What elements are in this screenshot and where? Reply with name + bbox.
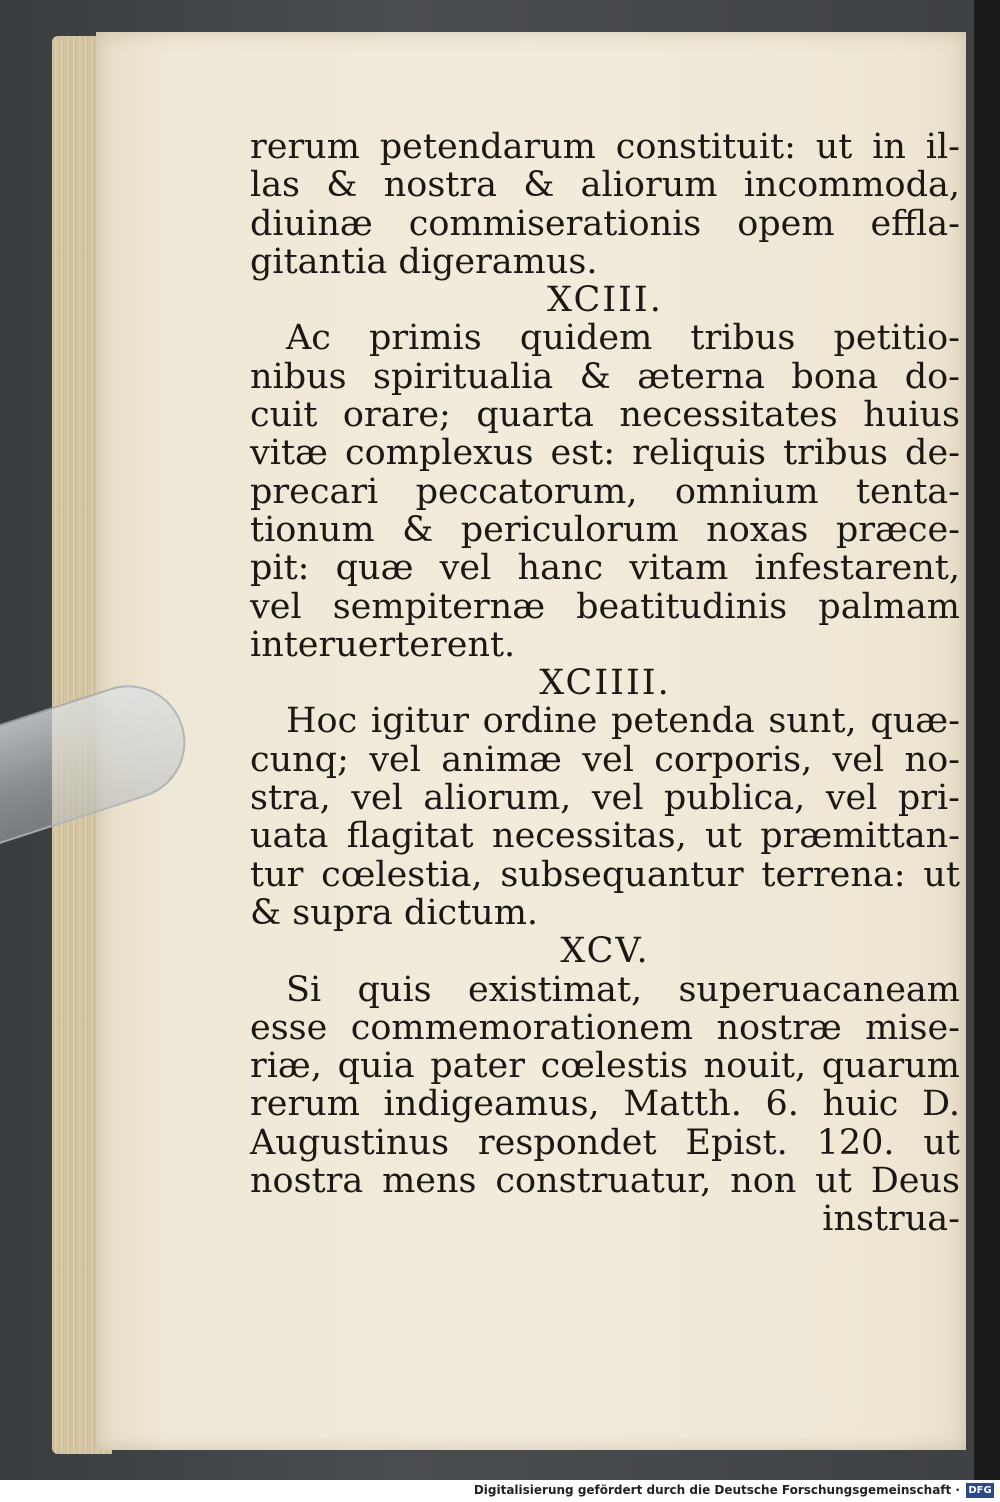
text-line: riæ, quia pater cœlestis nouit, quarum: [250, 1046, 960, 1087]
catchword: instrua-: [822, 1199, 960, 1240]
section-number: XCIIII.: [539, 663, 671, 704]
text-line: nostra mens construatur, non ut Deus: [250, 1161, 960, 1202]
text-line: precari peccatorum, omnium tenta-: [250, 471, 960, 512]
text-line: interuerterent.: [250, 624, 516, 665]
text-line: rerum indigeamus, Matth. 6. huic D.: [250, 1084, 960, 1125]
text-line: & supra dictum.: [250, 892, 539, 933]
text-line: tur cœlestia, subsequantur terrena: ut: [250, 854, 960, 895]
text-line: las & nostra & aliorum incommoda,: [250, 165, 960, 206]
text-line: esse commemorationem nostræ mise-: [250, 1007, 960, 1048]
text-line: diuinæ commiserationis opem effla-: [250, 203, 960, 244]
text-line: vel sempiternæ beatitudinis palmam: [250, 586, 960, 627]
footer-bar: [0, 1480, 1000, 1502]
text-line: Hoc igitur ordine petenda sunt, quæ-: [286, 701, 960, 742]
text-line: Si quis existimat, superuacaneam: [286, 969, 960, 1010]
text-line: vitæ complexus est: reliquis tribus de-: [250, 433, 960, 474]
text-line: pit: quæ vel hanc vitam infestarent,: [250, 548, 960, 589]
text-line: Ac primis quidem tribus petitio-: [286, 318, 960, 359]
text-line: nibus spiritualia & æterna bona do-: [250, 356, 960, 397]
text-line: cunq; vel animæ vel corporis, vel no-: [250, 739, 960, 780]
text-line: tionum & periculorum noxas præce-: [250, 509, 960, 550]
section-number: XCV.: [560, 931, 650, 972]
section-number: XCIII.: [547, 280, 663, 321]
text-line: rerum petendarum constituit: ut in il-: [250, 127, 960, 167]
scanner-edge: [974, 0, 1000, 1480]
page-text: [250, 128, 960, 1239]
text-line: gitantia digeramus.: [250, 241, 598, 282]
text-line: stra, vel aliorum, vel publica, vel pri-: [250, 778, 960, 819]
text-line: Augustinus respondet Epist. 120. ut: [250, 1122, 960, 1163]
text-line: cuit orare; quarta necessitates huius: [250, 395, 960, 436]
dfg-logo-icon: DFG: [966, 1483, 994, 1498]
text-line: uata flagitat necessitas, ut præmittan-: [250, 816, 960, 857]
footer-credit: Digitalisierung gefördert durch die Deutsche Forschungsgemeinschaft ·: [473, 1483, 960, 1497]
